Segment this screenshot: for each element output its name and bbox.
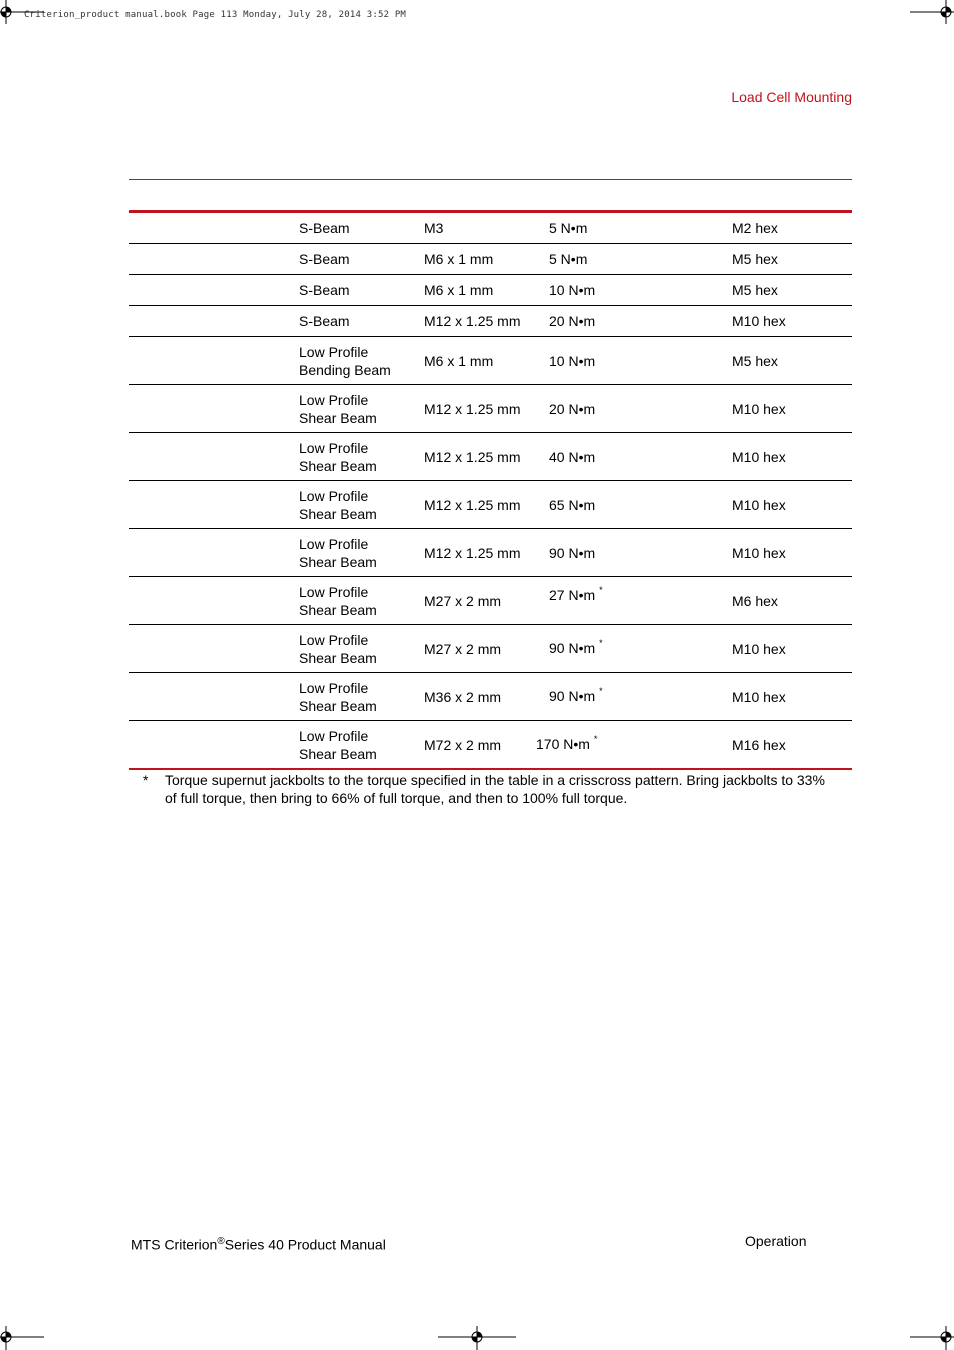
table-row xyxy=(129,625,852,673)
cell-torque xyxy=(549,496,595,514)
cell-wrench: M10 hex xyxy=(732,688,786,705)
cell-thread: M3 xyxy=(424,220,444,236)
cell-type-line: S-Beam xyxy=(299,313,350,329)
torque-value: 170 N•m xyxy=(536,735,590,752)
torque-value: 65 N•m xyxy=(549,496,596,513)
title-rule xyxy=(129,179,852,180)
cell-type-line: Low Profile xyxy=(299,392,369,408)
cell-type-line: Low Profile xyxy=(299,728,369,744)
table-row xyxy=(129,673,852,721)
torque-value: 10 N•m xyxy=(549,282,596,298)
cell-load-cell-type xyxy=(299,219,419,237)
cell-thread: M12 x 1.25 mm xyxy=(424,544,521,561)
cell-wrench: M10 hex xyxy=(732,544,786,561)
footnote-reference: * xyxy=(593,733,598,744)
cell-type-line: Shear Beam xyxy=(299,650,377,666)
cell-wrench: M10 hex xyxy=(732,640,786,657)
cell-type-line: Low Profile xyxy=(299,536,369,552)
cell-type-line: Bending Beam xyxy=(299,362,391,378)
footnote-mark: * xyxy=(143,772,149,788)
cell-thread: M12 x 1.25 mm xyxy=(424,400,521,417)
cell-type-line: Shear Beam xyxy=(299,698,377,714)
cell-load-cell-type xyxy=(299,439,419,475)
cell-torque xyxy=(549,352,595,370)
cell-thread: M12 x 1.25 mm xyxy=(424,496,521,513)
cell-torque xyxy=(549,312,595,330)
torque-value: 5 N•m xyxy=(549,220,588,236)
cell-wrench: M16 hex xyxy=(732,736,786,753)
cell-load-cell-type xyxy=(299,535,419,571)
cell-thread: M12 x 1.25 mm xyxy=(424,448,521,465)
cell-wrench: M10 hex xyxy=(732,313,786,329)
table-row xyxy=(129,721,852,768)
table-row xyxy=(129,529,852,577)
cell-thread: M6 x 1 mm xyxy=(424,251,494,267)
footnote-text: Torque supernut jackbolts to the torque specified in the table in a crisscross pattern. Bring jackbolts to 33% of full torque, then bring to 66% of full torque, and then to 100% full torque. xyxy=(165,772,825,806)
cell-type-line: Low Profile xyxy=(299,632,369,648)
registered-mark: ® xyxy=(217,1236,225,1247)
cell-load-cell-type xyxy=(299,250,419,268)
table-row xyxy=(129,481,852,529)
cell-thread: M6 x 1 mm xyxy=(424,282,494,298)
cell-wrench: M2 hex xyxy=(732,220,778,236)
torque-table xyxy=(129,210,852,770)
cell-wrench: M5 hex xyxy=(732,251,778,267)
cell-thread: M72 x 2 mm xyxy=(424,736,502,753)
cell-load-cell-type xyxy=(299,391,419,427)
torque-value: 27 N•m xyxy=(549,587,596,603)
cell-load-cell-type xyxy=(299,281,419,299)
cell-thread: M27 x 2 mm xyxy=(424,592,502,609)
crop-mark-bottom-right-icon xyxy=(910,1324,954,1350)
cell-type-line: Shear Beam xyxy=(299,746,377,762)
cell-type-line: Low Profile xyxy=(299,680,369,696)
cell-load-cell-type xyxy=(299,583,419,619)
cell-torque xyxy=(549,281,595,299)
cell-type-line: Low Profile xyxy=(299,440,369,456)
table-row xyxy=(129,433,852,481)
torque-value: 40 N•m xyxy=(549,448,596,465)
crop-mark-bottom-left-icon xyxy=(0,1324,44,1350)
table-row xyxy=(129,577,852,625)
torque-value: 20 N•m xyxy=(549,313,596,329)
cell-wrench: M10 hex xyxy=(732,496,786,513)
cell-type-line: Shear Beam xyxy=(299,410,377,426)
table-row xyxy=(129,244,852,275)
cell-wrench: M10 hex xyxy=(732,400,786,417)
cell-thread: M6 x 1 mm xyxy=(424,352,494,369)
cell-type-line: Low Profile xyxy=(299,344,369,360)
table-row xyxy=(129,213,852,244)
footer-chapter: Operation xyxy=(745,1233,807,1249)
torque-value: 90 N•m xyxy=(549,544,596,561)
cell-torque xyxy=(549,586,603,606)
table-row xyxy=(129,306,852,337)
torque-value: 20 N•m xyxy=(549,400,596,417)
cell-torque xyxy=(549,687,603,707)
footnote-reference: * xyxy=(599,585,603,595)
crop-mark-top-left-icon xyxy=(0,0,44,26)
cell-type-line: S-Beam xyxy=(299,220,350,236)
cell-type-line: Low Profile xyxy=(299,488,369,504)
torque-value: 90 N•m xyxy=(549,639,596,656)
cell-torque xyxy=(549,639,603,659)
torque-value: 10 N•m xyxy=(549,352,596,369)
cell-thread: M12 x 1.25 mm xyxy=(424,313,521,329)
cell-load-cell-type xyxy=(299,631,419,667)
cell-type-line: Shear Beam xyxy=(299,458,377,474)
cell-type-line: S-Beam xyxy=(299,282,350,298)
cell-thread: M27 x 2 mm xyxy=(424,640,502,657)
footnote-reference: * xyxy=(599,685,603,696)
cell-load-cell-type xyxy=(299,487,419,523)
cell-torque xyxy=(549,400,595,418)
cell-type-line: Shear Beam xyxy=(299,602,377,618)
cell-type-line: Low Profile xyxy=(299,584,369,600)
cell-load-cell-type xyxy=(299,312,419,330)
footnote-reference: * xyxy=(599,637,603,648)
torque-value: 5 N•m xyxy=(549,251,588,267)
cell-torque xyxy=(536,735,597,755)
crop-mark-bottom-center-icon xyxy=(438,1324,516,1350)
cell-wrench: M5 hex xyxy=(732,352,778,369)
cell-wrench: M6 hex xyxy=(732,592,778,609)
cell-load-cell-type xyxy=(299,679,419,715)
cell-type-line: S-Beam xyxy=(299,251,350,267)
section-title: Load Cell Mounting xyxy=(731,89,852,105)
table-row xyxy=(129,275,852,306)
cell-torque xyxy=(549,448,595,466)
cell-thread: M36 x 2 mm xyxy=(424,688,502,705)
cell-torque xyxy=(549,544,595,562)
footer-manual-suffix: Series 40 Product Manual xyxy=(224,1236,386,1253)
cell-type-line: Shear Beam xyxy=(299,554,377,570)
crop-mark-top-right-icon xyxy=(910,0,954,26)
table-row xyxy=(129,337,852,385)
cell-type-line: Shear Beam xyxy=(299,506,377,522)
table-row xyxy=(129,385,852,433)
print-header: Criterion_product manual.book Page 113 Monday, July 28, 2014 3:52 PM xyxy=(24,10,407,20)
cell-torque xyxy=(549,219,587,237)
footer-manual-title xyxy=(131,1236,386,1253)
torque-value: 90 N•m xyxy=(549,687,596,704)
cell-load-cell-type xyxy=(299,343,419,379)
cell-wrench: M5 hex xyxy=(732,282,778,298)
cell-wrench: M10 hex xyxy=(732,448,786,465)
cell-load-cell-type xyxy=(299,727,419,763)
cell-torque xyxy=(549,250,587,268)
footer-manual-prefix: MTS Criterion xyxy=(131,1236,218,1253)
